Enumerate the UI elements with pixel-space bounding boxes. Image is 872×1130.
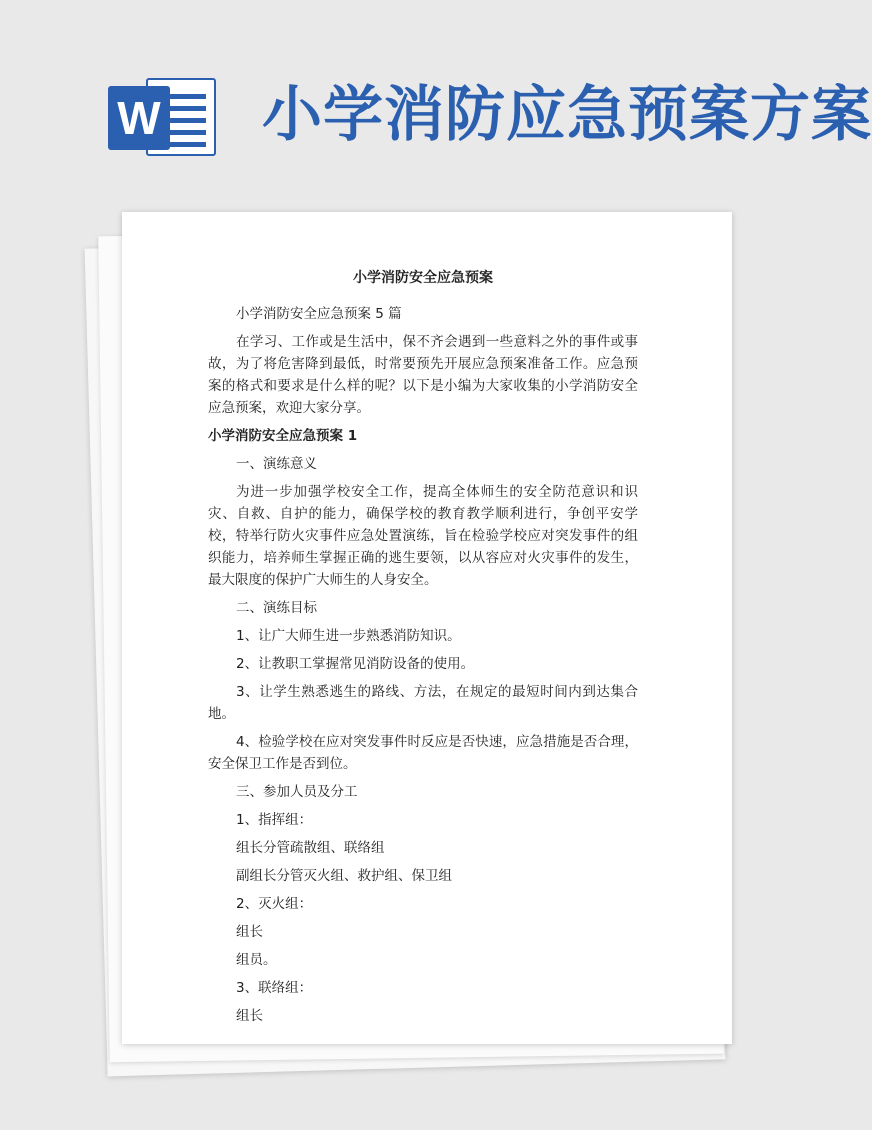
document-paragraph: 1、让广大师生进一步熟悉消防知识。 (236, 628, 461, 644)
document-paragraph: 小学消防安全应急预案 1 (208, 428, 358, 444)
document-paragraph: 三、参加人员及分工 (236, 784, 358, 800)
document-page (122, 212, 732, 1044)
word-icon-letter: W (108, 86, 170, 150)
document-paragraph: 1、指挥组： (236, 812, 313, 828)
document-paragraph: 3、让学生熟悉逃生的路线、方法，在规定的最短时间内到达集合地。 (208, 684, 638, 722)
banner-title: 小学消防应急预案方案 (262, 80, 872, 150)
document-paragraph: 一、演练意义 (236, 456, 317, 472)
document-paragraphs (208, 303, 638, 1027)
document-content (208, 267, 638, 1027)
document-paragraph: 小学消防安全应急预案 5 篇 (236, 306, 402, 322)
word-document-icon (108, 76, 218, 160)
document-paragraph: 副组长分管灭火组、救护组、保卫组 (236, 868, 452, 884)
document-paragraph: 2、让教职工掌握常见消防设备的使用。 (236, 656, 475, 672)
document-paragraph: 二、演练目标 (236, 600, 317, 616)
document-paragraph: 组长 (236, 1008, 263, 1024)
document-heading: 小学消防安全应急预案 (353, 270, 493, 286)
document-paragraph: 4、检验学校在应对突发事件时反应是否快速，应急措施是否合理，安全保卫工作是否到位。 (208, 734, 638, 772)
document-paragraph: 为进一步加强学校安全工作，提高全体师生的安全防范意识和识灾、自救、自护的能力，确保学校的教育教学顺利进行，争创平安学校，特举行防火灾事件应急处置演练，旨在检验学校应对突发事件的组织能力，培养师生掌握正确的逃生要领，以从容应对火灾事件的发生，最大限度的保护广大师生的人身安全。 (208, 484, 638, 588)
document-paragraph: 组长 (236, 924, 263, 940)
document-paragraph: 组长分管疏散组、联络组 (236, 840, 385, 856)
document-paragraph: 3、联络组： (236, 980, 313, 996)
document-paragraph: 在学习、工作或是生活中，保不齐会遇到一些意料之外的事件或事故，为了将危害降到最低，时常要预先开展应急预案准备工作。应急预案的格式和要求是什么样的呢？以下是小编为大家收集的小学消防安全应急预案，欢迎大家分享。 (208, 334, 638, 416)
document-paragraph: 2、灭火组： (236, 896, 313, 912)
document-paragraph: 组员。 (236, 952, 277, 968)
banner (0, 0, 872, 210)
